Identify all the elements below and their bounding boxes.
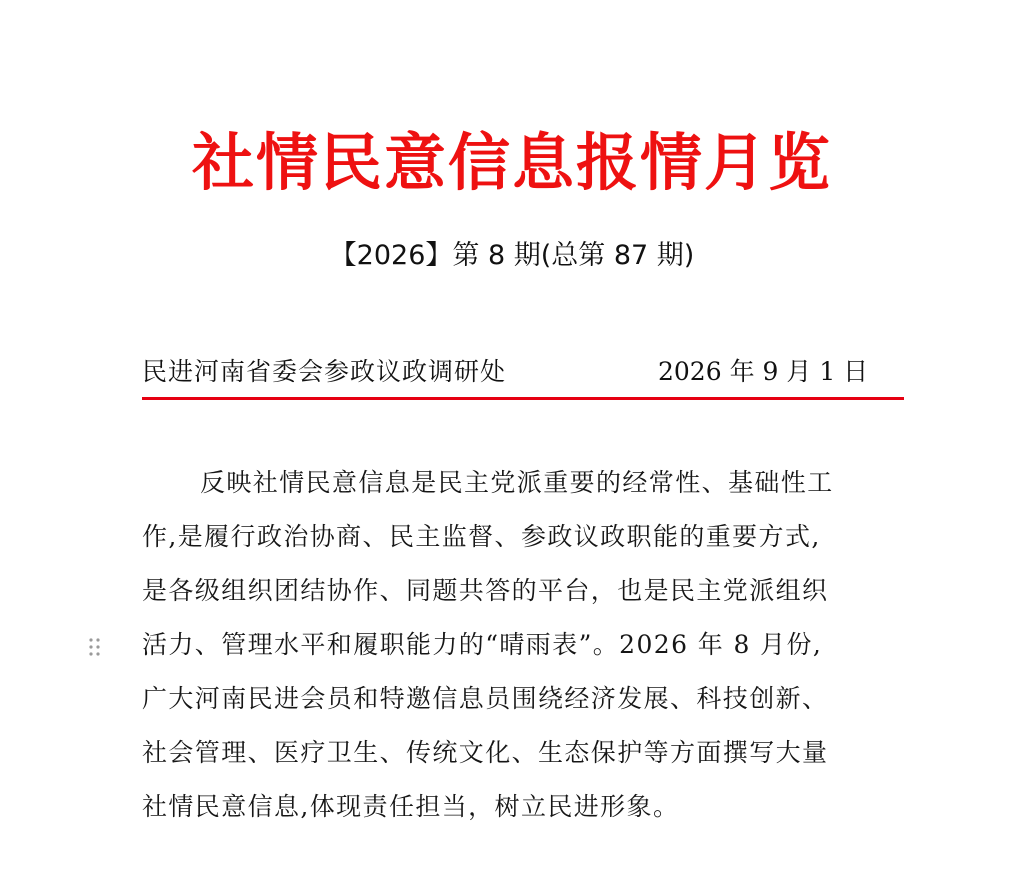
red-divider-rule [142,397,904,400]
issuer-row [142,352,904,392]
masthead-title: 社情民意信息报情月览 [191,126,832,199]
body-line: 作,是履行政治协商、民主监督、参政议政职能的重要方式, [142,522,821,551]
body-paragraph [142,456,892,834]
drag-handle-dots [88,636,102,658]
body-line: 社情民意信息,体现责任担当，树立民进形象。 [142,792,680,821]
body-line: 活力、管理水平和履职能力的“晴雨表”。2026 年 8 月份, [142,630,823,659]
issue-date: 2026 年 9 月 1 日 [658,357,869,386]
body-line: 社会管理、医疗卫生、传统文化、生态保护等方面撰写大量 [142,738,829,767]
body-line: 是各级组织团结协作、同题共答的平台，也是民主党派组织 [142,576,829,605]
issue-number: 【2026】第 8 期(总第 87 期) [329,240,695,271]
body-line: 反映社情民意信息是民主党派重要的经常性、基础性工 [200,468,834,497]
drag-handle-icon[interactable] [88,636,102,658]
issuer-organization: 民进河南省委会参政议政调研处 [142,357,507,386]
body-line: 广大河南民进会员和特邀信息员围绕经济发展、科技创新、 [142,684,829,713]
